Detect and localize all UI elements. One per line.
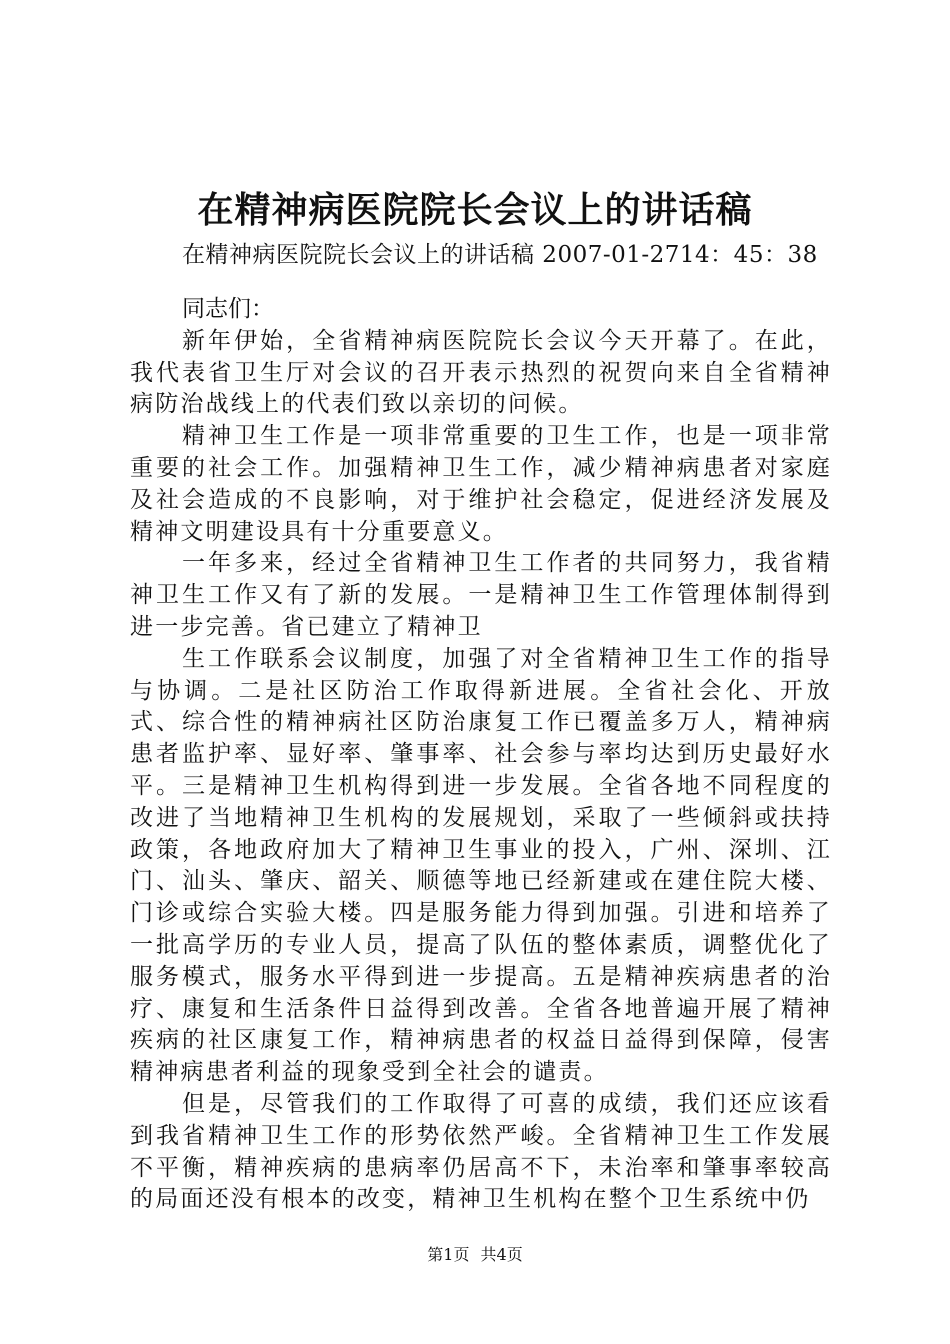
document-subtitle: 在精神病医院院长会议上的讲话稿 2007-01-2714：45：38: [182, 242, 818, 268]
page-total: 共4页: [480, 1245, 523, 1264]
page-number: 第1页: [427, 1245, 470, 1264]
paragraph-4: 生工作联系会议制度，加强了对全省精神卫生工作的指导与协调。二是社区防治工作取得新进展。全省社会化、开放式、综合性的精神病社区防治康复工作已覆盖多万人，精神病患者监护率、显好率、肇事率、社会参与率均达到历史最好水平。三是精神卫生机构得到进一步发展。全省各地不同程度的改进了当地精神卫生机构的发展规划，采取了一些倾斜或扶持政策，各地政府加大了精神卫生事业的投入，广州、深圳、江门、汕头、肇庆、韶关、顺德等地已经新建或在建住院大楼、门诊或综合实验大楼。四是服务能力得到加强。引进和培养了一批高学历的专业人员，提高了队伍的整体素质，调整优化了服务模式，服务水平得到进一步提高。五是精神疾病患者的治疗、康复和生活条件日益得到改善。全省各地普遍开展了精神疾病的社区康复工作，精神病患者的权益日益得到保障，侵害精神病患者利益的现象受到全社会的谴责。: [130, 645, 832, 1086]
paragraph-1: 新年伊始，全省精神病医院院长会议今天开幕了。在此，我代表省卫生厅对会议的召开表示热烈的祝贺向来自全省精神病防治战线上的代表们致以亲切的问候。: [130, 327, 832, 418]
document-title: 在精神病医院院长会议上的讲话稿: [197, 189, 753, 231]
paragraph-5: 但是，尽管我们的工作取得了可喜的成绩，我们还应该看到我省精神卫生工作的形势依然严峻。全省精神卫生工作发展不平衡，精神疾病的患病率仍居高不下，未治率和肇事率较高的局面还没有根本的改变，精神卫生机构在整个卫生系统中仍: [130, 1090, 832, 1213]
document-body: [130, 294, 832, 1216]
paragraph-2: 精神卫生工作是一项非常重要的卫生工作，也是一项非常重要的社会工作。加强精神卫生工作，减少精神病患者对家庭及社会造成的不良影响，对于维护社会稳定，促进经济发展及精神文明建设具有十分重要意义。: [130, 423, 832, 545]
paragraph-3: 一年多来，经过全省精神卫生工作者的共同努力，我省精神卫生工作又有了新的发展。一是精神卫生工作管理体制得到进一步完善。省已建立了精神卫: [130, 550, 832, 640]
salutation: 同志们：: [182, 296, 274, 322]
page-footer: [0, 1244, 950, 1266]
